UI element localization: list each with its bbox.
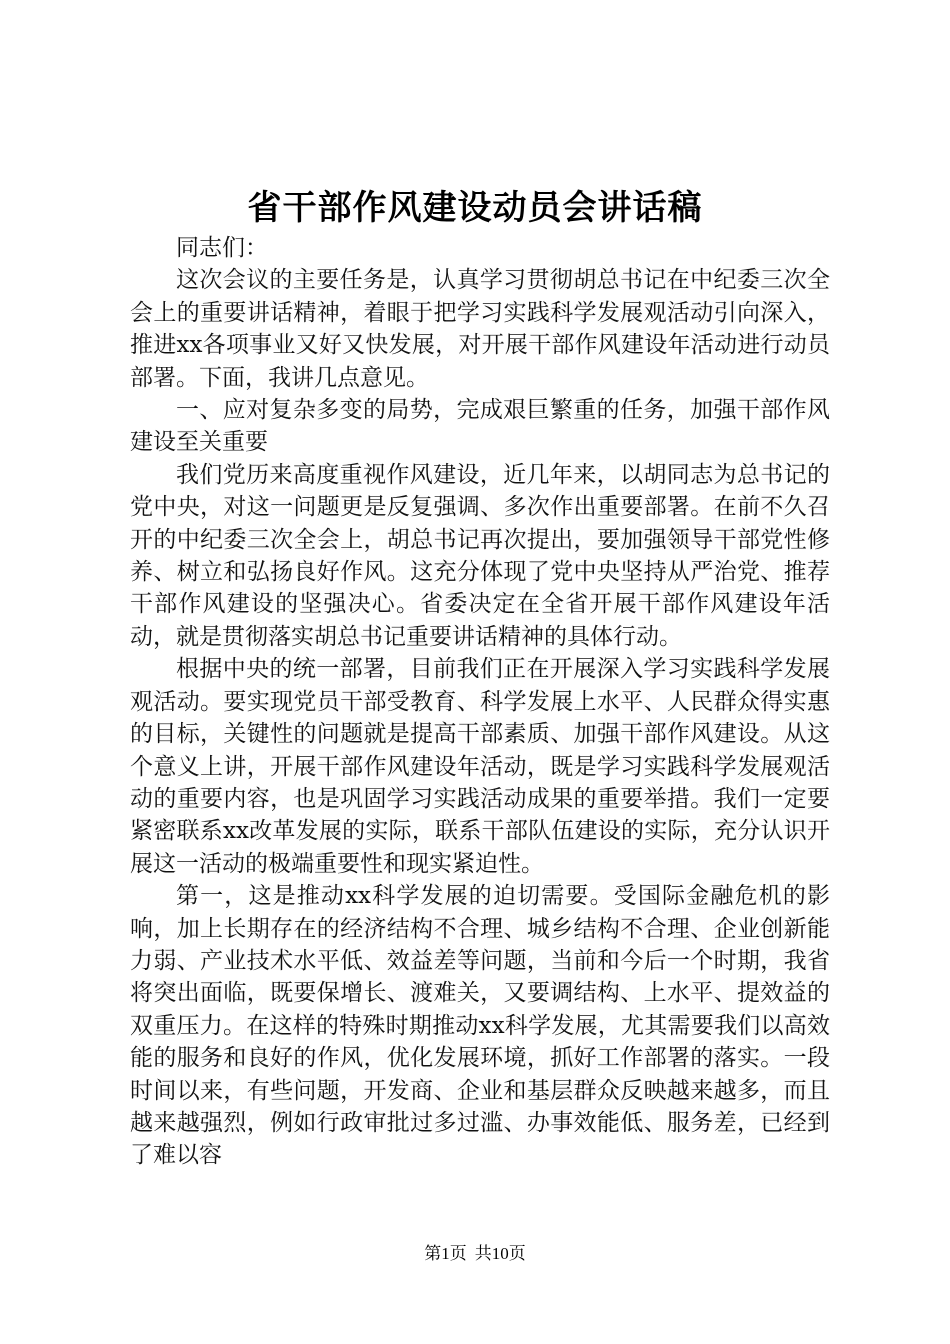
body-paragraph: 根据中央的统一部署，目前我们正在开展深入学习实践科学发展观活动。要实现党员干部受教育、科学发展上水平、人民群众得实惠的目标，关键性的问题就是提高干部素质、加强干部作风建设。从这个意义上讲，开展干部作风建设年活动，既是学习实践科学发展观活动的重要内容，也是巩固学习实践活动成果的重要举措。我们一定要紧密联系xx改革发展的实际，联系干部队伍建设的实际，充分认识开展这一活动的极端重要性和现实紧迫性。 — [130, 656, 830, 877]
document-title: 省干部作风建设动员会讲话稿 — [247, 188, 703, 228]
salutation-paragraph: 同志们： — [176, 235, 268, 261]
page-number: 第1页 — [424, 1244, 467, 1263]
body-paragraph: 这次会议的主要任务是，认真学习贯彻胡总书记在中纪委三次全会上的重要讲话精神，着眼于把学习实践科学发展观活动引向深入，推进xx各项事业又好又快发展，对开展干部作风建设年活动进行动员部署。下面，我讲几点意见。 — [130, 267, 830, 391]
section-heading-paragraph: 一、应对复杂多变的局势，完成艰巨繁重的任务，加强干部作风建设至关重要 — [130, 397, 830, 456]
document-body — [130, 232, 830, 1172]
page-footer — [0, 1243, 950, 1265]
body-paragraph: 第一，这是推动xx科学发展的迫切需要。受国际金融危机的影响，加上长期存在的经济结构不合理、城乡结构不合理、企业创新能力弱、产业技术水平低、效益差等问题，当前和今后一个时期，我省将突出面临，既要保增长、渡难关，又要调结构、上水平、提效益的双重压力。在这样的特殊时期推动xx科学发展，尤其需要我们以高效能的服务和良好的作风，优化发展环境，抓好工作部署的落实。一段时间以来，有些问题，开发商、企业和基层群众反映越来越多，而且越来越强烈，例如行政审批过多过滥、办事效能低、服务差，已经到了难以容 — [130, 883, 830, 1169]
page-total: 共10页 — [474, 1244, 526, 1263]
body-paragraph: 我们党历来高度重视作风建设，近几年来，以胡同志为总书记的党中央，对这一问题更是反复强调、多次作出重要部署。在前不久召开的中纪委三次全会上，胡总书记再次提出，要加强领导干部党性修养、树立和弘扬良好作风。这充分体现了党中央坚持从严治党、推荐干部作风建设的坚强决心。省委决定在全省开展干部作风建设年活动，就是贯彻落实胡总书记重要讲话精神的具体行动。 — [130, 461, 830, 650]
